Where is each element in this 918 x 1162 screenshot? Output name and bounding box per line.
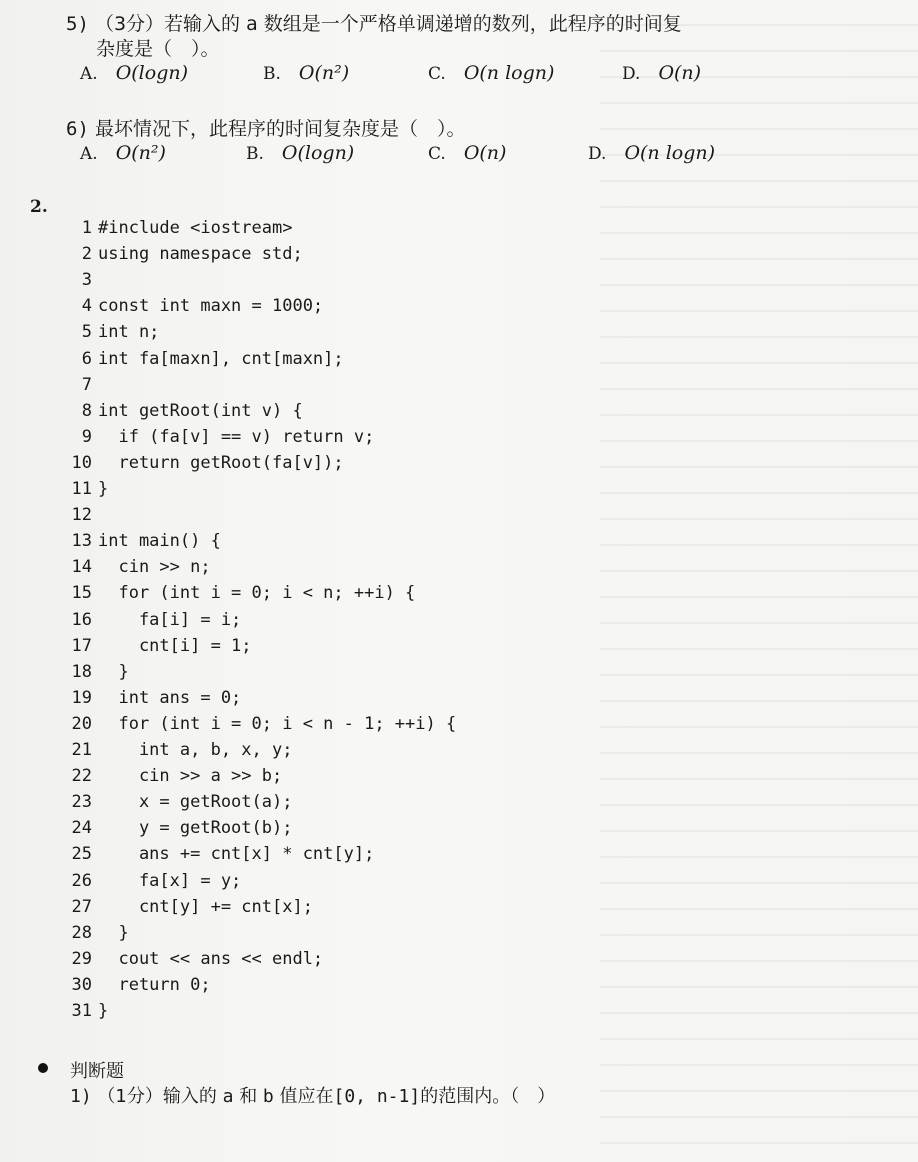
code-line-number: 12 [71,505,92,526]
code-line-text: int ans = 0; [98,687,242,708]
code-line [64,818,292,844]
code-line-number: 26 [71,870,92,891]
code-line-number: 2 [81,244,92,265]
code-line [64,479,108,505]
code-line-number: 30 [71,974,92,995]
code-line-number: 3 [81,270,92,291]
code-line-number: 24 [71,818,92,839]
code-line [64,923,129,949]
code-line-text: cnt[i] = 1; [98,635,252,656]
code-line [64,401,303,427]
code-line [64,583,415,609]
q6-line1 [66,117,465,141]
q6-number: 6) [66,118,89,140]
judge-q1-range: [0, n-1] [333,1086,421,1107]
code-line-number: 10 [71,452,92,473]
code-line [64,531,221,557]
q6-option-d: D. O(n logn) [588,142,716,164]
q5-option-d: D. O(n) [622,62,702,84]
code-line [64,349,344,375]
code-line-text: fa[x] = y; [98,870,242,891]
code-line-text: fa[i] = i; [98,609,242,630]
code-line [64,322,159,348]
code-line [64,871,241,897]
code-line-number: 4 [81,296,92,317]
code-line-text: cnt[y] += cnt[x]; [98,896,313,917]
code-line [64,427,374,453]
bullet-icon [38,1063,48,1073]
code-line-text: #include <iostream> [98,218,293,238]
code-line-number: 28 [71,922,92,943]
code-line [64,453,344,479]
code-line [64,375,98,401]
code-line [64,636,252,662]
code-line [64,975,211,1001]
code-line-text: cin >> n; [98,557,211,578]
code-line-number: 21 [71,740,92,760]
code-line-text: x = getRoot(a); [98,792,293,813]
q5-option-b: B. O(n²) [263,62,350,84]
code-line-text: ans += cnt[x] * cnt[y]; [98,844,375,865]
code-line-number: 29 [71,948,92,969]
code-line-text: } [98,922,129,943]
code-line [64,688,241,714]
q5-text-line2: 杂度是（ ）。 [96,38,220,60]
code-line [64,1001,108,1027]
code-line-text: return getRoot(fa[v]); [98,452,344,473]
code-line-text: int getRoot(int v) { [98,400,303,421]
code-line-number: 20 [71,713,92,734]
code-line [64,740,292,766]
judge-q1-var-b: b [262,1086,274,1107]
code-line-number: 11 [71,479,92,499]
code-line [64,792,292,818]
code-line-number: 27 [71,896,92,917]
code-line-number: 13 [71,531,92,552]
code-line-text: return 0; [98,974,211,995]
q6-option-c: C. O(n) [428,142,507,164]
code-line [64,844,374,870]
q6-option-a: A. O(n²) [80,142,166,164]
code-line-text: cin >> a >> b; [98,766,283,787]
bleed-through-texture [600,0,918,1162]
code-line-text: if (fa[v] == v) return v; [98,426,375,447]
code-line [64,897,313,923]
q5-text-line1: （3分）若输入的 a 数组是一个严格单调递增的数列，此程序的时间复 [94,13,682,35]
code-line-number: 8 [81,400,92,421]
q6-text-line1: 最坏情况下，此程序的时间复杂度是（ ）。 [94,118,466,140]
code-line-text: using namespace std; [98,244,303,265]
judge-q1-text-end: 的范围内。（ ） [420,1086,556,1107]
code-line-number: 16 [71,609,92,630]
code-line [64,949,323,975]
q5-option-a: A. O(logn) [80,62,189,84]
code-line-number: 17 [71,635,92,656]
code-line [64,662,129,688]
code-line [64,714,456,740]
code-line-number: 22 [71,766,92,787]
judge-q1-text-post: 值应在 [279,1086,334,1107]
code-line-text: for (int i = 0; i < n - 1; ++i) { [98,713,457,734]
q5-number: 5) [66,13,89,35]
q5-line1 [66,12,682,36]
q6-option-b: B. O(logn) [246,142,355,164]
code-line-text: } [98,1001,109,1021]
code-line [64,610,241,636]
code-line-number: 5 [81,322,92,343]
judge-q1-number: 1) [70,1086,92,1107]
code-line-number: 9 [81,426,92,447]
code-line-text: cout << ans << endl; [98,948,324,969]
code-line-text: for (int i = 0; i < n; ++i) { [98,583,416,604]
code-line [64,505,98,531]
code-line-text: } [98,661,129,682]
code-line-text: int main() { [98,531,221,552]
code-line-number: 6 [81,348,92,369]
code-line-text: } [98,479,109,499]
code-line [64,218,292,244]
code-line-text: const int maxn = 1000; [98,296,324,317]
judge-q1-var-a: a [222,1086,234,1107]
code-line-number: 23 [71,792,92,813]
code-line-number: 7 [81,374,92,395]
code-line-number: 18 [71,661,92,682]
q5-option-c: C. O(n logn) [428,62,555,84]
code-line [64,296,323,322]
code-line-number: 1 [81,218,92,238]
code-line-number: 31 [71,1001,92,1021]
judge-question-1 [70,1082,555,1108]
judge-q1-text-mid: 和 [239,1086,258,1107]
code-line-number: 14 [71,557,92,578]
problem-number: 2. [30,197,48,217]
code-line [64,244,303,270]
judge-q1-text-pre: （1分）输入的 [97,1086,217,1107]
code-line [64,766,282,792]
code-line-text: y = getRoot(b); [98,818,293,839]
code-line-number: 15 [71,583,92,604]
code-line-number: 19 [71,687,92,708]
code-line-text: int a, b, x, y; [98,740,293,760]
code-line-text: int n; [98,322,160,343]
code-line-number: 25 [71,844,92,865]
judge-section-title: 判断题 [70,1061,124,1082]
code-line [64,270,98,296]
code-line-text: int fa[maxn], cnt[maxn]; [98,348,344,369]
code-line [64,557,211,583]
